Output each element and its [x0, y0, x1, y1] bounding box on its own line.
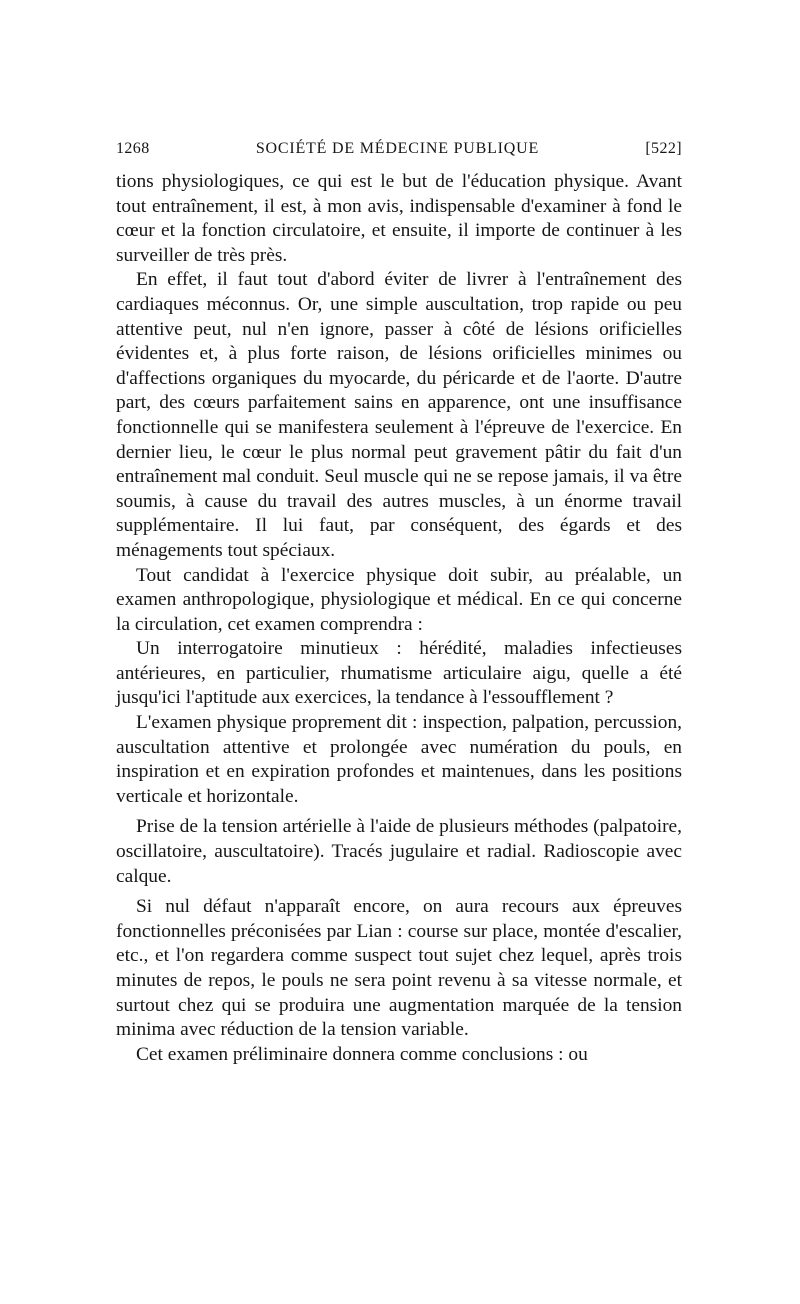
paragraph-3: Tout candidat à l'exercice physique doit subir, au préalable, un examen anthropologique, physiologique et médical. En ce qui concerne la circulation, cet examen comprendra : — [116, 564, 682, 635]
paragraph-4: Un interrogatoire minutieux : hérédité, maladies infectieuses antérieures, en particulier, rhumatisme articulaire aigu, quelle a été jusqu'ici l'aptitude aux exercices, la tendance à l'essoufflement ? — [116, 638, 682, 709]
body-text — [116, 170, 682, 1067]
paragraph-2: En effet, il faut tout d'abord éviter de livrer à l'entraînement des cardiaques méconnus. Or, une simple auscultation, trop rapide ou peu attentive peut, nul n'en ignore, passer à côté de lésions orificielles évidentes et, à plus forte raison, de lésions orificielles minimes ou d'affections organiques du myocarde, du péricarde et de l'aorte. D'autre part, des cœurs parfaitement sains en apparence, ont une insuffisance fonctionnelle qui se manifestera seulement à l'épreuve de l'exercice. En dernier lieu, le cœur le plus normal peut gravement pâtir du fait d'un entraînement mal conduit. Seul muscle qui ne se repose jamais, il va être soumis, à cause du travail des autres muscles, à un énorme travail supplémentaire. Il lui faut, par conséquent, des égards et des ménagements tout spéciaux. — [116, 269, 682, 561]
paragraph-6: Prise de la tension artérielle à l'aide de plusieurs méthodes (palpatoire, oscillatoire, auscultatoire). Tracés jugulaire et radial. Radioscopie avec calque. — [116, 816, 682, 887]
paragraph-5: L'examen physique proprement dit : inspection, palpation, percussion, auscultation attentive et prolongée avec numération du pouls, en inspiration et en expiration profondes et maintenues, dans les positions verticale et horizontale. — [116, 712, 682, 807]
bracket-page-number: [522] — [645, 140, 682, 157]
running-title: SOCIÉTÉ DE MÉDECINE PUBLIQUE — [255, 140, 540, 157]
page-number: 1268 — [116, 140, 150, 157]
book-page — [116, 140, 682, 1067]
paragraph-7: Si nul défaut n'apparaît encore, on aura recours aux épreuves fonctionnelles préconisées par Lian : course sur place, montée d'escalier, etc., et l'on regardera comme suspect tout sujet chez lequel, après trois minutes de repos, le pouls ne sera point revenu à sa vitesse normale, et surtout chez qui se produira une augmentation marquée de la tension minima avec réduction de la tension variable. — [116, 896, 682, 1041]
running-header — [116, 140, 682, 170]
paragraph-8: Cet examen préliminaire donnera comme conclusions : ou — [136, 1043, 588, 1065]
paragraph-1: tions physiologiques, ce qui est le but de l'éducation physique. Avant tout entraînement, il est, à mon avis, indispensable d'examiner à fond le cœur et la fonction circulatoire, et ensuite, il importe de continuer à les surveiller de très près. — [116, 171, 682, 266]
